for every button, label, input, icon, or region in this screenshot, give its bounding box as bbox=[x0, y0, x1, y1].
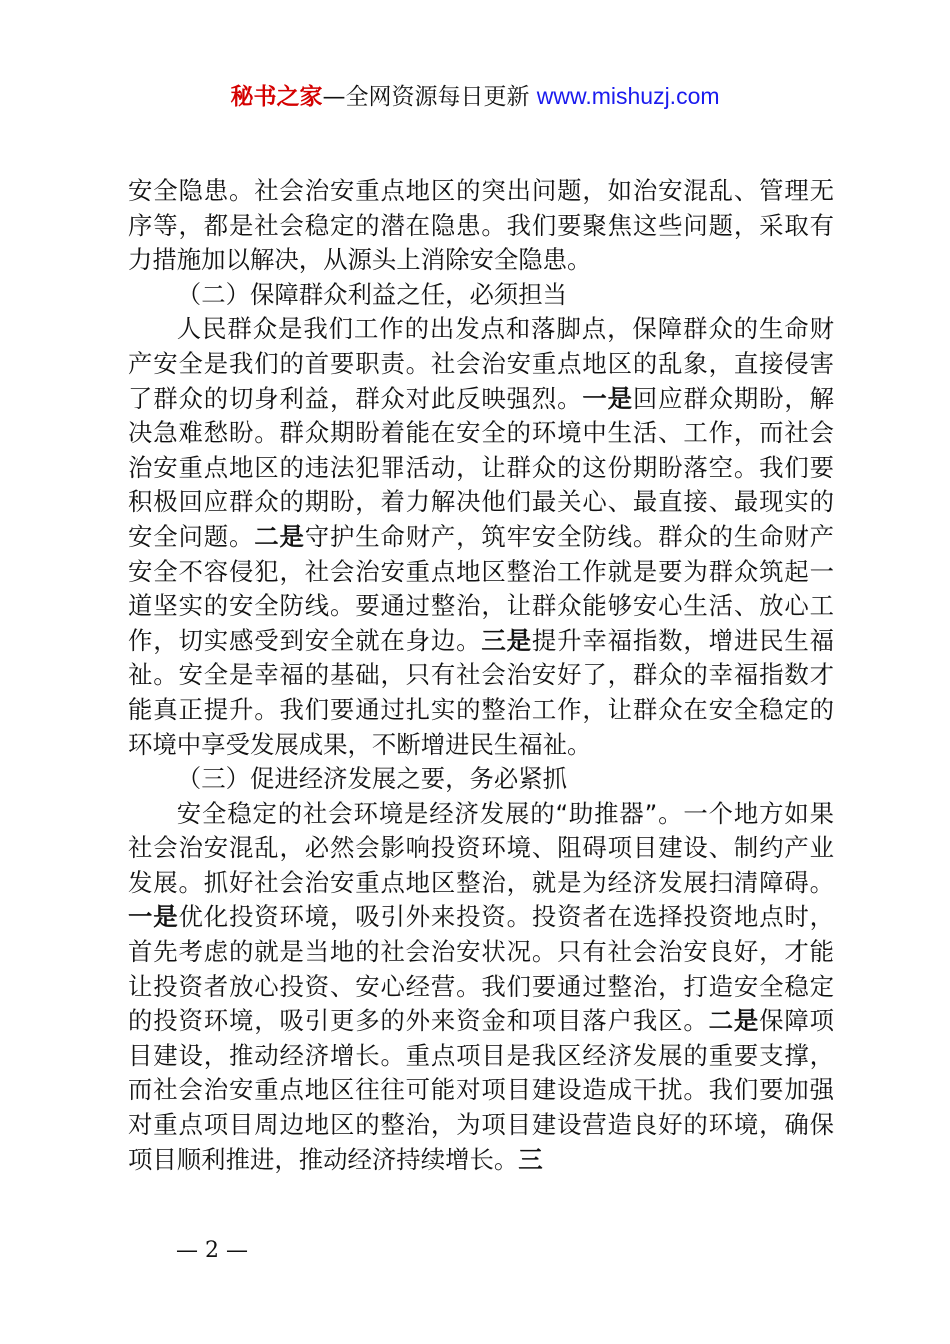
point-text-1: 优化投资环境，吸引外来投资。投资者在选择投资地点时，首先考虑的就是当地的社会治安状况。只有社会治安良好，才能让投资者放心投资、安心经营。我们要通过整治，打造安全稳定的投资环境，吸引更多的外来资金和项目落户我区。 bbox=[128, 902, 834, 1036]
section-heading-2: （二）保障群众利益之任，必须担当 bbox=[176, 279, 568, 309]
section-heading-3: （三）促进经济发展之要，务必紧抓 bbox=[176, 764, 568, 794]
point-text-1: 回应群众期盼，解决急难愁盼。群众期盼着能在安全的环境中生活、工作，而社会治安重点地区的违法犯罪活动，让群众的这份期盼落空。我们要积极回应群众的期盼，着力解决他们最关心、最直接、最现实的安全问题。 bbox=[128, 383, 834, 551]
paragraph-continued: 安全隐患。社会治安重点地区的突出问题，如治安混乱、管理无序等，都是社会稳定的潜在隐患。我们要聚焦这些问题，采取有力措施加以解决，从源头上消除安全隐患。 bbox=[128, 176, 834, 275]
paragraph-economy bbox=[128, 797, 834, 1178]
header-url[interactable]: www.mishuzj.com bbox=[536, 83, 720, 109]
point-marker-3: 三是 bbox=[481, 625, 532, 655]
point-text-2: 保障项目建设，推动经济增长。重点项目是我区经济发展的重要支撑，而社会治安重点地区往往可能对项目建设造成干扰。我们要加强对重点项目周边地区的整治，为项目建设营造良好的环境，确保项目顺利推进，推动经济持续增长。 bbox=[128, 1006, 834, 1174]
page-header bbox=[0, 80, 950, 113]
document-body bbox=[128, 174, 834, 1177]
paragraph-intro: 人民群众是我们工作的出发点和落脚点，保障群众的生命财产安全是我们的首要职责。社会治安重点地区的乱象，直接侵害了群众的切身利益，群众对此反映强烈。 bbox=[128, 314, 834, 413]
point-marker-2: 二是 bbox=[254, 521, 305, 551]
page-number: — 2 — bbox=[176, 1238, 248, 1263]
point-marker-2: 二是 bbox=[708, 1006, 760, 1036]
paragraph-public-interest bbox=[128, 312, 834, 762]
point-text-3: 提升幸福指数，增进民生福祉。安全是幸福的基础，只有社会治安好了，群众的幸福指数才能真正提升。我们要通过扎实的整治工作，让群众在安全稳定的环境中享受发展成果，不断增进民生福祉。 bbox=[128, 625, 834, 759]
point-marker-3: 三 bbox=[518, 1144, 543, 1174]
point-marker-1: 一是 bbox=[582, 383, 633, 413]
point-text-2: 守护生命财产，筑牢安全防线。群众的生命财产安全不容侵犯，社会治安重点地区整治工作就是要为群众筑起一道坚实的安全防线。要通过整治，让群众能够安心生活、放心工作，切实感受到安全就在身边。 bbox=[128, 521, 834, 655]
point-marker-1: 一是 bbox=[128, 902, 179, 932]
paragraph-intro: 安全稳定的社会环境是经济发展的“助推器”。一个地方如果社会治安混乱，必然会影响投资环境、阻碍项目建设、制约产业发展。抓好社会治安重点地区整治，就是为经济发展扫清障碍。 bbox=[128, 798, 834, 897]
header-slogan: —全网资源每日更新 bbox=[322, 84, 537, 110]
brand-name: 秘书之家 bbox=[230, 84, 323, 110]
